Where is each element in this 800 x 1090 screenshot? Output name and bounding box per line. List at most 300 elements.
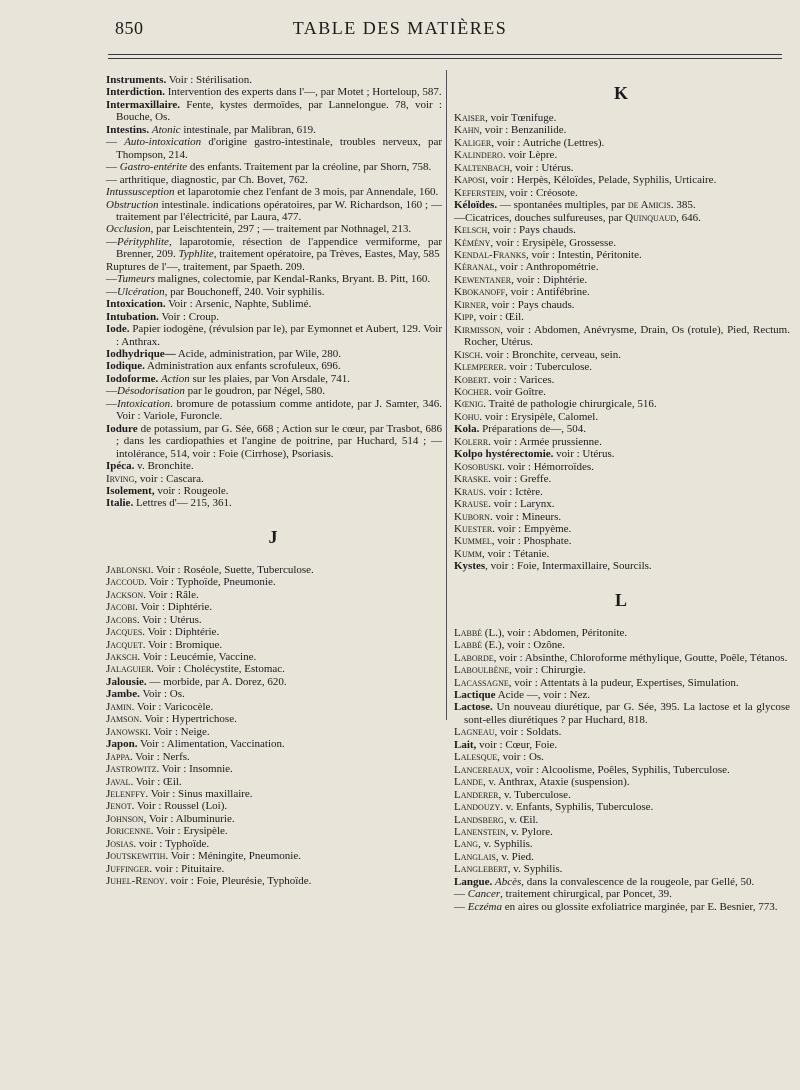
right-column <box>454 74 790 913</box>
entry-text: , voir : Tétanie. <box>481 547 550 560</box>
entry-headword: Kystes <box>454 560 486 573</box>
index-entry <box>106 86 442 98</box>
entry-author: Janowski <box>106 725 149 738</box>
entry-text: , traitement opératoire, pa Trèves, Eastes, May, 585 <box>213 248 440 261</box>
entry-author: Quinquaud <box>625 211 677 224</box>
entry-text: Lettres d'— 215, 361. <box>133 497 232 510</box>
entry-text: , laparotomie, résection de l'appendice vermiforme, par Brenner, 209. <box>116 235 442 261</box>
entry-text: . Voir : Roséole, Suette, Tuberculose. <box>150 563 314 576</box>
entry-text: Voir : Alimentation, Vaccination. <box>137 738 285 751</box>
entry-text: Ruptures de l'—, traitement, par Spaeth. 209. <box>106 260 305 273</box>
index-entry <box>454 639 790 651</box>
entry-author: Jastrowitz <box>106 763 157 776</box>
entry-author: Kummel <box>454 535 492 548</box>
entry-text: , v. Syphilis. <box>478 838 533 851</box>
entry-text: , v. Pied. <box>495 850 534 863</box>
entry-text: . Voir : Typhoïde, Pneumonie. <box>144 576 276 589</box>
entry-text: . Voir : Utérus. <box>136 613 202 626</box>
entry-author: Kobert <box>454 373 488 386</box>
entry-author: Juhel-Renoy <box>106 875 165 888</box>
entry-text: . voir : Larynx. <box>488 498 555 511</box>
index-entry <box>106 701 442 713</box>
entry-author: Jamson <box>106 713 140 726</box>
index-entry <box>106 286 442 298</box>
entry-text: . Voir : Neige. <box>148 725 210 738</box>
entry-text: , 646. <box>676 211 701 224</box>
entry-author: Kipp <box>454 311 474 324</box>
entry-text: , dans la convalescence de la rougeole, par Gellé, 50. <box>521 875 755 888</box>
index-entry <box>454 473 790 485</box>
entry-text: Fente, kystes dermoïdes, par Lannelongue. 78, voir : Bouche, Os. <box>116 98 442 124</box>
entry-author: Jaccoud <box>106 576 145 589</box>
page-number: 850 <box>115 18 144 38</box>
entry-text: , voir : Diphtérie. <box>511 273 588 286</box>
index-entry <box>106 726 442 738</box>
entry-author: Lagneau <box>454 726 495 739</box>
entry-text: Auto-intoxication <box>124 136 202 149</box>
entry-author: Kaiser <box>454 112 486 124</box>
entry-text: voir : Rougeole. <box>154 484 229 497</box>
entry-text: — <box>106 385 117 398</box>
entry-author: Kraske <box>454 473 489 486</box>
index-entry <box>106 423 442 460</box>
entry-author: Kahn <box>454 124 480 137</box>
letter-heading-k: K <box>613 83 630 103</box>
index-entry <box>106 398 442 423</box>
entry-text: par le goudron, par Négel, 580. <box>184 385 326 398</box>
index-entry <box>454 851 790 863</box>
entry-text: Pérityphlite <box>117 235 169 248</box>
index-entry <box>454 511 790 523</box>
entry-author: Lalesque <box>454 751 498 764</box>
entry-headword: Kolpo hystérectomie. <box>454 448 554 461</box>
entry-author: Langlebert <box>454 863 508 876</box>
entry-text: , voir : Œil. <box>473 311 524 324</box>
entry-headword: Lait, <box>454 738 477 751</box>
entry-text: . Voir : Diphtérie. <box>135 601 213 614</box>
entry-text: , voir Tœnifuge. <box>485 112 557 124</box>
index-entry <box>106 460 442 472</box>
index-entry <box>454 274 790 286</box>
index-entry <box>454 701 790 726</box>
entry-author: Kisch <box>454 348 481 361</box>
entry-author: Josias <box>106 837 134 850</box>
entry-text: v. Bronchite. <box>134 460 194 473</box>
index-entry <box>106 863 442 875</box>
entry-headword: Iodique. <box>106 360 145 373</box>
entry-author: Jacques <box>106 626 143 639</box>
entry-author: Keferstein <box>454 186 505 199</box>
entry-author: Jalaguier <box>106 663 152 676</box>
entry-author: Jamin <box>106 700 132 713</box>
entry-author: Jenot <box>106 800 132 813</box>
entry-author: Kendal-Franks <box>454 248 526 261</box>
index-entry <box>454 523 790 535</box>
entry-text: Préparations de—, 504. <box>479 423 586 436</box>
entry-author: Lang <box>454 838 479 851</box>
entry-headword: Italie. <box>106 497 134 510</box>
entry-text: Intervention des experts dans l'—, par Motet ; Horteloup, 587. <box>164 86 442 99</box>
entry-author: Kolerr <box>454 435 489 448</box>
entry-headword: Intermaxillaire. <box>106 98 181 111</box>
entry-text: — <box>106 397 117 410</box>
index-entry <box>106 663 442 675</box>
entry-text: intestinale. indications opératoires, par W. Richardson, 160 ; — traitement par l'électricité, par Laura, 477. <box>116 198 442 223</box>
entry-text: voir : Cœur, Foie. <box>476 738 558 751</box>
index-entry <box>106 639 442 651</box>
entry-text: Gastro-entérite <box>119 161 188 174</box>
index-entry <box>454 901 790 913</box>
entry-author: Javal <box>106 775 131 788</box>
entry-text: . Voir : Bromique. <box>142 638 223 651</box>
entry-text: , voir : Intestin, Péritonite. <box>525 248 642 261</box>
entry-headword: Intoxication. <box>106 298 166 311</box>
entry-author: Jelenffy <box>106 788 146 801</box>
entry-author: Jacquet <box>106 638 143 651</box>
index-entry <box>106 236 442 261</box>
entry-text: . voir : Varices. <box>487 373 555 386</box>
index-entry <box>454 838 790 850</box>
index-entry <box>106 74 442 86</box>
index-entry <box>106 261 442 273</box>
entry-author: Jappa <box>106 750 130 763</box>
entries-k-section <box>454 112 790 573</box>
entry-text: — <box>106 161 120 174</box>
index-entry <box>454 535 790 547</box>
entry-headword: Jambe. <box>106 688 140 701</box>
index-entry <box>106 825 442 837</box>
letter-heading-l: L <box>614 589 629 610</box>
entry-author: Kalindero <box>454 149 503 162</box>
entry-text: , voir : Phosphate. <box>491 535 572 548</box>
index-entry <box>454 888 790 900</box>
entry-text: —Cicatrices, douches sulfureuses, par <box>454 211 626 224</box>
entry-text: . voir : Greffe. <box>488 473 552 486</box>
index-entry <box>106 273 442 285</box>
entry-author: Lanenstein <box>454 826 506 839</box>
entry-text: , voir : Soldats. <box>494 726 562 739</box>
index-entry <box>454 149 790 161</box>
index-entry <box>454 548 790 560</box>
index-entry <box>106 875 442 887</box>
entry-text: . Voir : Diphtérie. <box>142 626 220 639</box>
entry-author: Kraus <box>454 485 484 498</box>
entry-text: . Voir : Œil. <box>130 775 182 788</box>
entry-text: , voir : Ozône. <box>501 639 565 652</box>
entry-text: de potassium, par G. Sée, 668 ; Action sur le cœur, par Trasbot, 686 ; dans les cardiopathies et l'angine de poitrine, par Huchard, 514 ; —intolérance, 514, voir : Foie (Cirrhose), Psoriasis. <box>116 422 442 460</box>
index-entry <box>454 411 790 423</box>
entry-author: Labbé (L.) <box>454 626 502 639</box>
index-entry <box>454 801 790 813</box>
entry-text: des enfants. Traitement par la créoline, par Shorn, 758. <box>187 161 432 174</box>
entry-text: , v. Pylore. <box>505 826 553 839</box>
index-entry <box>106 813 442 825</box>
entry-headword: Isolement, <box>106 484 155 497</box>
entry-author: Lancereaux <box>454 763 511 776</box>
index-entry <box>106 776 442 788</box>
entry-text: . Voir : Cholécystite, Estomac. <box>151 663 285 676</box>
entry-text: Atonic <box>151 123 181 136</box>
index-entry <box>454 448 790 460</box>
entry-text: . Voir : Erysipèle. <box>150 825 228 838</box>
entry-text: Tumeurs <box>117 273 155 286</box>
entry-text: , voir : Créosote. <box>504 186 578 199</box>
entry-text: . voir : Ictère. <box>483 485 543 498</box>
entry-text: voir : Utérus. <box>553 448 615 461</box>
index-entry <box>454 224 790 236</box>
entry-author: Kosobuski <box>454 460 502 473</box>
entry-text: , voir : Autriche (Lettres). <box>491 136 605 149</box>
entry-text: d'origine gastro-intestinale, troubles nerveux, par Thompson, 214. <box>116 136 442 161</box>
entry-author: Kuborn <box>454 510 490 523</box>
entry-headword: Kola. <box>454 423 480 436</box>
entry-text: . voir Goître. <box>489 385 546 398</box>
entry-author: Kirner <box>454 298 486 311</box>
entry-text: , voir : Antifébrine. <box>505 286 590 299</box>
index-entry <box>106 751 442 763</box>
left-column <box>106 74 442 888</box>
entry-text: Voir : Stérilisation. <box>166 74 252 86</box>
index-entry <box>106 564 442 576</box>
index-entry <box>106 688 442 700</box>
entry-author: Kohu <box>454 410 480 423</box>
entry-text: Eczéma <box>467 900 502 913</box>
entry-text: et laparotomie chez l'enfant de 3 mois, par Annendale, 160. <box>174 186 439 199</box>
entry-headword: Iode. <box>106 323 130 336</box>
entry-author: Irving <box>106 472 135 485</box>
entry-text: Obstruction <box>106 198 159 211</box>
entry-text: , voir : Alcoolisme, Poêles, Syphilis, Tuberculose. <box>510 763 730 776</box>
index-entry <box>454 187 790 199</box>
entry-text: . voir : Hémorroïdes. <box>501 460 594 473</box>
entry-author: Klemperer <box>454 361 504 374</box>
entry-text: — <box>454 900 468 913</box>
entries-j-section <box>106 564 442 888</box>
index-entry <box>454 652 790 664</box>
entry-text: , v. Syphilis. <box>507 863 563 876</box>
index-entry <box>106 763 442 775</box>
index-entry <box>454 386 790 398</box>
index-entry <box>454 560 790 572</box>
index-entry <box>106 348 442 360</box>
entry-text: en aires ou glossite exfoliatrice marginée, par E. Besnier, 773. <box>501 900 778 913</box>
entry-text: — morbide, par A. Dorez, 620. <box>146 675 287 688</box>
entry-text: , voir : Anthropométrie. <box>494 261 599 274</box>
index-entry <box>106 838 442 850</box>
entry-text: Acide, administration, par Wile, 280. <box>175 347 341 360</box>
entry-text: . Voir : Sinus maxillaire. <box>145 788 253 801</box>
entry-text: . voir : Empyème. <box>492 522 572 535</box>
entry-author: Kéranal <box>454 261 495 274</box>
index-entry <box>454 199 790 211</box>
entry-text: Voir : Os. <box>139 688 185 701</box>
index-entry <box>454 361 790 373</box>
entry-text: . Voir : Leucémie, Vaccine. <box>137 651 257 664</box>
entry-text: Un nouveau diurétique, par G. Sée, 395. La lactose et la glycose sont-elles diurétiques ? par Huchard, 818. <box>464 701 790 726</box>
entry-author: Kocher <box>454 385 490 398</box>
entry-text: . Voir : Méningite, Pneumonie. <box>165 850 301 863</box>
entry-author: Jacobi <box>106 601 136 614</box>
index-entry <box>106 136 442 161</box>
entry-text: , voir : Os. <box>497 751 544 764</box>
index-entry <box>454 324 790 349</box>
entry-author: Kaliger <box>454 136 492 149</box>
entry-headword: Intestins. <box>106 123 150 136</box>
entry-author: Johnson <box>106 812 144 825</box>
entry-author: Jacobs <box>106 613 137 626</box>
entry-author: Kumm <box>454 547 482 560</box>
index-entry <box>106 124 442 136</box>
entry-text: . v. Enfants, Syphilis, Tuberculose. <box>500 801 654 814</box>
index-entry <box>106 223 442 235</box>
entry-text: Voir : Arsenic, Naphte, Sublimé. <box>165 298 312 311</box>
index-entry <box>454 461 790 473</box>
entry-text: Occlusion <box>106 223 151 236</box>
index-entry <box>454 751 790 763</box>
entry-author: Kelsch <box>454 224 488 237</box>
entry-author: Kbokanoff <box>454 286 506 299</box>
entry-text: . Voir : Insomnie. <box>156 763 233 776</box>
entry-headword: Interdiction. <box>106 86 165 99</box>
entry-text: . voir Lèpre. <box>502 149 558 162</box>
entry-headword: Jalousie. <box>106 675 147 688</box>
index-entry <box>454 664 790 676</box>
entry-author: Kaltenbach <box>454 161 510 174</box>
entry-text: . Voir : Varicocèle. <box>131 700 214 713</box>
entry-text: . voir : Erysipèle, Calomel. <box>479 410 599 423</box>
entry-text: Abcès <box>494 875 522 888</box>
entry-text: , v. Anthrax, Ataxie (suspension). <box>482 776 630 789</box>
index-entry <box>106 626 442 638</box>
page-header <box>0 14 800 44</box>
index-entry <box>454 689 790 701</box>
index-entry <box>454 174 790 186</box>
letter-heading-j: J <box>268 526 280 547</box>
entry-text: , v. Tuberculose. <box>498 788 571 801</box>
index-entry <box>454 299 790 311</box>
index-entry <box>106 199 442 224</box>
entry-author: de Amicis <box>627 199 671 212</box>
entry-author: Krause <box>454 498 489 511</box>
entry-headword: Iodoforme. <box>106 372 159 385</box>
index-entry <box>454 349 790 361</box>
entry-text: , voir : Erysipèle, Grossesse. <box>490 236 616 249</box>
entry-text: — arthritique, diagnostic, par Ch. Bovet, 762. <box>106 173 308 186</box>
index-entry <box>454 764 790 776</box>
index-entry <box>454 286 790 298</box>
index-entry <box>106 497 442 509</box>
index-entry <box>454 486 790 498</box>
entry-text: Intoxication <box>117 397 171 410</box>
index-entry <box>106 713 442 725</box>
entry-author: Kewentaner <box>454 273 512 286</box>
entry-text: , voir : Attentats à la pudeur, Expertises, Simulation. <box>508 676 739 689</box>
entry-text: . voir : Pituitaire. <box>149 862 225 875</box>
entry-text: — <box>106 273 117 286</box>
index-entry <box>454 311 790 323</box>
entry-author: Kaposi <box>454 174 486 187</box>
entry-author: Joutskewitih <box>106 850 166 863</box>
entry-author: Landouzy <box>454 801 501 814</box>
entry-text: . voir : Bronchite, cerveau, sein. <box>480 348 621 361</box>
index-entry <box>106 161 442 173</box>
entry-author: Laborde <box>454 651 494 664</box>
entry-text: Désodorisation <box>117 385 185 398</box>
index-entry <box>106 323 442 348</box>
entry-text: , voir : Foie, Intermaxillaire, Sourcils. <box>485 560 652 573</box>
index-entry <box>106 576 442 588</box>
index-entry <box>454 162 790 174</box>
index-entry <box>454 124 790 136</box>
index-entry <box>454 249 790 261</box>
entry-text: . Voir : Nerfs. <box>130 750 190 763</box>
index-entry <box>106 373 442 385</box>
entry-text: , voir : Herpès, Kéloïdes, Pelade, Syphilis, Urticaire. <box>485 174 717 187</box>
index-entry <box>454 498 790 510</box>
entry-text: , voir : Abdomen, Péritonite. <box>501 626 628 639</box>
index-entry <box>454 112 790 124</box>
entry-author: Kirmisson <box>454 323 501 336</box>
entry-author: Jackson <box>106 588 144 601</box>
entry-text: Voir : Croup. <box>158 310 219 323</box>
entry-text: . Voir : Roussel (Loi). <box>131 800 228 813</box>
entry-text: — <box>454 888 468 901</box>
entry-text: Typhlite <box>178 248 214 261</box>
index-entry <box>106 298 442 310</box>
index-entry <box>106 850 442 862</box>
entry-text: , par Leischtentein, 297 ; — traitement par Nothnagel, 213. <box>150 223 412 236</box>
entry-author: Jablonski <box>106 563 151 576</box>
index-entry <box>454 739 790 751</box>
index-entry <box>454 776 790 788</box>
index-entry <box>106 485 442 497</box>
entry-text: . voir : Mineurs. <box>489 510 562 523</box>
entry-text: — <box>106 136 125 149</box>
entry-author: Joricenne <box>106 825 151 838</box>
entry-text: , voir : Benzanilide. <box>479 124 567 137</box>
entry-text: — <box>106 235 117 248</box>
entry-text: intestinale, par Malibran, 619. <box>180 123 316 136</box>
index-entry <box>106 473 442 485</box>
index-entry <box>454 237 790 249</box>
entry-text: . Traité de pathologie chirurgicale, 516. <box>483 398 657 411</box>
entry-author: Juffinger <box>106 862 150 875</box>
entry-text: , v. Œil. <box>503 813 539 826</box>
entry-text: . Voir : Râle. <box>143 588 199 601</box>
entries-i-section <box>106 74 442 510</box>
entry-author: Labbé (E.) <box>454 639 502 652</box>
entry-text: , voir : Abdomen, Anévrysme, Drain, Os (rotule), Pied, Rectum. Rocher, Utérus. <box>464 323 790 349</box>
entry-author: Kuester <box>454 522 493 535</box>
index-entry <box>454 789 790 801</box>
entry-headword: Langue. <box>454 875 493 888</box>
entry-headword: Lactose. <box>454 701 493 714</box>
entry-text: . 385. <box>670 199 696 212</box>
index-entry <box>106 589 442 601</box>
entry-headword: Kéloïdes. <box>454 199 498 212</box>
entry-author: Kœnig <box>454 398 484 411</box>
header-rule-thin <box>108 58 782 59</box>
entry-text: — <box>106 285 117 298</box>
index-entry <box>106 99 442 124</box>
index-entry <box>454 814 790 826</box>
index-entry <box>106 800 442 812</box>
entry-text: — spontanées multiples, par <box>497 199 628 212</box>
entry-text: Action <box>161 372 190 385</box>
entry-headword: Intubation. <box>106 310 159 323</box>
entry-text: . voir : Tuberculose. <box>503 361 593 374</box>
entry-headword: Ipéca. <box>106 460 135 473</box>
